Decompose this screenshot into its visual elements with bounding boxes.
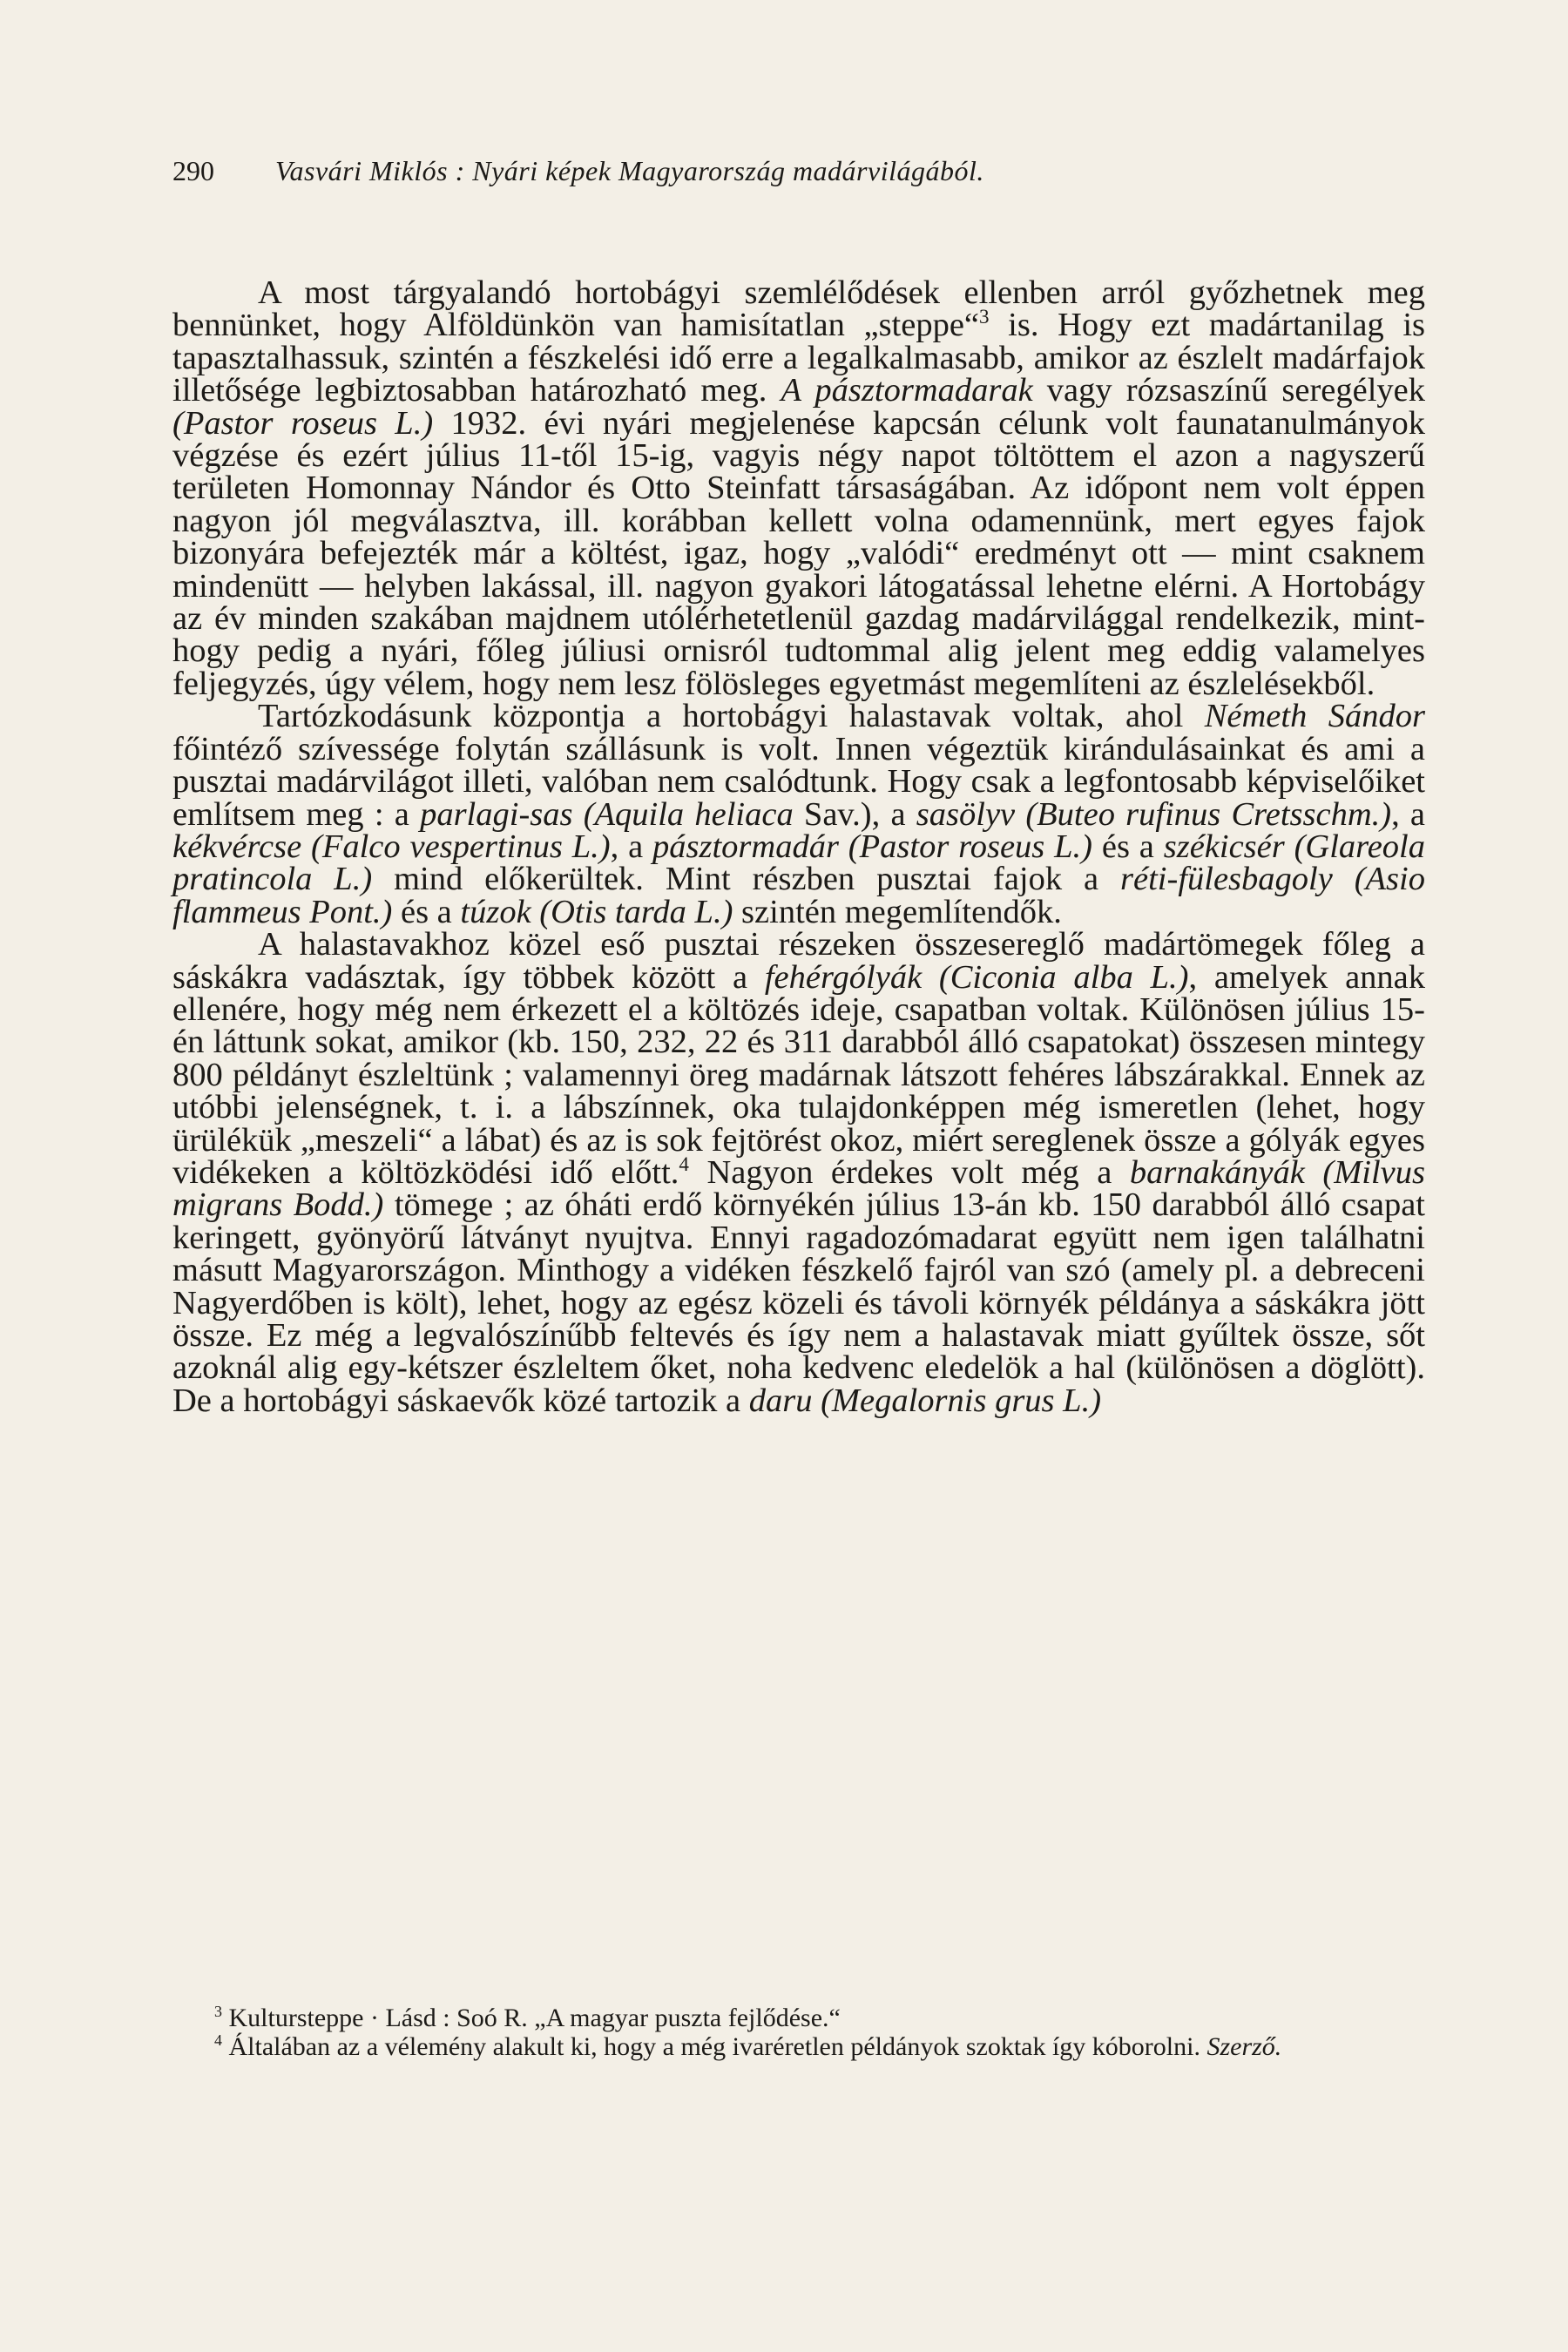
text-run: A halastavakhoz közel eső pusztai részeken összesereglő madártömegek főleg a sáskákra vadásztak, így többek között a: [172, 926, 1425, 996]
italic-run: kékvércse (Falco vespertinus L.): [172, 828, 611, 865]
text-run: mind előkerültek. Mint részben pusztai fajok a: [372, 861, 1121, 898]
running-title: Vasvári Miklós : Nyári képek Magyarország madárvilágából.: [275, 155, 984, 186]
text-run: , a: [1391, 795, 1426, 833]
footnote-marker: 3: [979, 305, 990, 328]
text-run: és a: [392, 893, 461, 930]
italic-run: sasölyv (Buteo rufinus Cretsschm.): [916, 795, 1392, 833]
text-run: szintén megemlítendők.: [733, 893, 1062, 930]
italic-run: Németh Sándor: [1204, 698, 1425, 735]
italic-run: túzok (Otis tarda L.): [460, 893, 733, 930]
italic-run: barnakányák (Milvus migrans Bodd.): [172, 1153, 1426, 1224]
footnote-4: [172, 2032, 1425, 2061]
paragraph-2: [172, 700, 1425, 929]
paragraph-3: [172, 926, 1426, 1419]
italic-run: fehérgólyák (Ciconia alba L.): [764, 958, 1189, 996]
text-run: , a: [610, 828, 653, 865]
text-run: is. Hogy ezt madártanilag is tapasztalhassuk, szintén a fészkelési idő erre a legalkalmasabb, amikor az észlelt madárfajok illetősége legbiztosabban határozható meg.: [172, 307, 1426, 409]
italic-run: daru (Megalornis grus L.): [748, 1382, 1102, 1419]
body-text: [172, 274, 1426, 1419]
italic-run: parlagi-sas (Aquila heliaca: [420, 795, 794, 833]
text-run: Tartózkodásunk központja a hortobágyi halastavak voltak, ahol: [258, 698, 1205, 735]
text-run: tömege ; az óháti erdő környékén július 13-án kb. 150 darabból álló csapat keringett, gyönyörű látványt nyujtva. Ennyi ragadozómadarat együtt nem igen találhatni másutt Magyarországon. Minthogy a vidéken fészkelő fajról van szó (amely pl. a debreceni Nagyerdőben is költ), lehet, hogy az egész közeli és távoli környék példánya a sáskákra jött össze. Ez még a legvalószínűbb feltevés és így nem a halastavak miatt gyűltek össze, sőt azoknál alig egy-kétszer észleltem őket, noha kedvenc eledelök a hal (különösen a döglött). De a hortobágyi sáskaevők közé tartozik a: [172, 1186, 1425, 1419]
text-run: vagy rózsaszínű seregélyek: [1032, 372, 1425, 409]
page-number: 290: [172, 155, 214, 186]
text-run: 1932. évi nyári megjelenése kapcsán célunk volt faunatanulmányok végzése és ezért július 11-től 15-ig, vagyis négy napot töltöttem el azon a nagyszerű területen Homonnay Nándor és Otto Steinfatt társaságában. Az időpont nem volt éppen nagyon jól megválasztva, ill. korábban kellett volna odamennünk, mert egyes fajok bizonyára befejezték már a költést, igaz, hogy „valódi“ eredményt ott — mint csaknem mindenütt — helyben lakással, ill. nagyon gyakori látogatással lehetne elérni. A Hortobágy az év minden szakában majdnem utólérhetetlenül gazdag madárvilággal rendelkezik, minthogy pedig a nyári, főleg júliusi ornisról tudtommal alig jelent meg eddig valamelyes feljegyzés, úgy vélem, hogy nem lesz fölösleges egyetmást megemlíteni az észlelésekből.: [172, 404, 1426, 702]
footnotes: [172, 2004, 1425, 2061]
text-run: Kultursteppe · Lásd : Soó R. „A magyar puszta fejlődése.“: [222, 2004, 841, 2032]
text-run: Sav.), a: [793, 795, 916, 833]
italic-run: A pásztormadarak: [781, 372, 1033, 409]
footnote-marker: 3: [214, 2003, 222, 2020]
text-run: főintéző szívessége folytán szállásunk is volt. Innen végeztük kirándulásainkat és ami a pusztai madárvilágot illeti, valóban nem csalódtunk. Hogy csak a legfontosabb képviselőiket említsem meg : a: [172, 730, 1425, 833]
italic-run: Szerző.: [1206, 2032, 1282, 2061]
paragraph-1: [172, 274, 1426, 702]
italic-run: pásztormadár (Pastor roseus L.): [652, 828, 1092, 865]
italic-run: székicsér (Glareola pratincola L.): [172, 828, 1425, 898]
footnote-marker: 4: [679, 1152, 689, 1176]
italic-run: (Pastor roseus L.): [172, 404, 434, 442]
text-run: Általában az a vélemény alakult ki, hogy a még ivaréretlen példányok szoktak így kóborolni.: [222, 2032, 1207, 2061]
italic-run: réti-fülesbagoly (Asio flammeus Pont.): [172, 861, 1425, 930]
text-run: és a: [1092, 828, 1164, 865]
text-run: , amelyek annak ellenére, hogy még nem érkezett el a költözés ideje, csapatban voltak. Különösen július 15-én láttunk sokat, amikor (kb. 150, 232, 22 és 311 darabból álló csapatokat) összesen mintegy 800 példányt észleltünk ; valamennyi öreg madárnak látszott fehéres lábszárakkal. Ennek az utóbbi jelenségnek, t. i. a lábszínnek, oka tulajdonképpen még ismeretlen (lehet, hogy ürülékük „meszeli“ a lábat) és az is sok fejtörést okoz, miért sereglenek össze a gólyák egyes vidékeken a költözködési idő előtt.: [172, 958, 1425, 1191]
running-head: [172, 153, 1409, 188]
text-run: A most tárgyalandó hortobágyi szemlélődések ellenben arról győzhetnek meg bennünket, hogy Alföldünkön van hamisítatlan „steppe“: [172, 274, 1425, 344]
footnote-marker: 4: [214, 2031, 222, 2049]
footnote-3: [172, 2004, 1425, 2032]
text-run: Nagyon érdekes volt még a: [688, 1153, 1130, 1191]
